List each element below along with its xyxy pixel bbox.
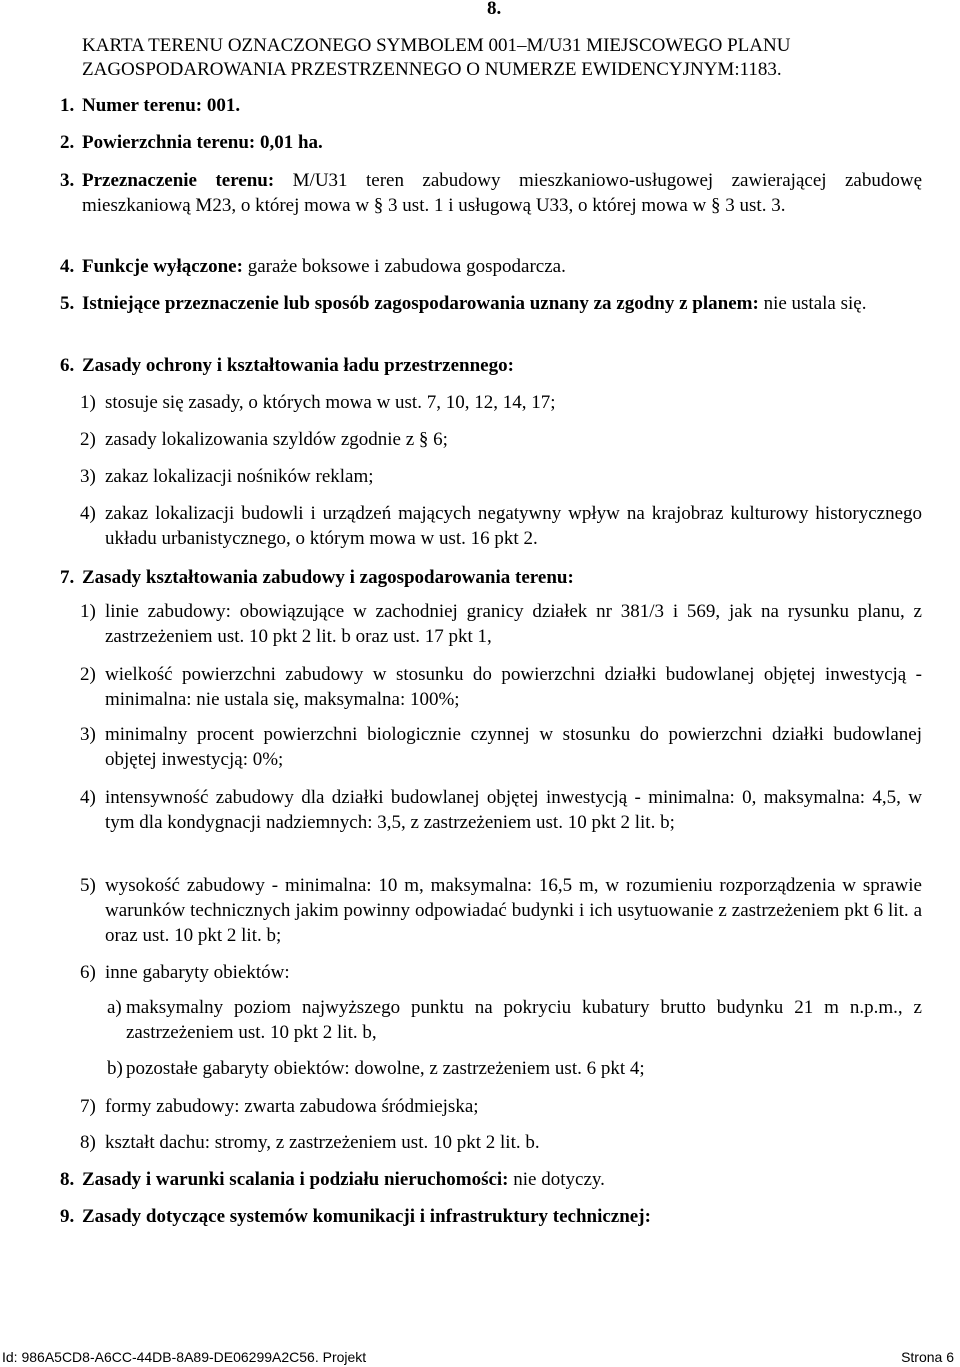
sub-list-item bbox=[107, 1056, 922, 1081]
footer-document-id: Id: 986A5CD8-A6CC-44DB-8A89-DE06299A2C56. Projekt bbox=[2, 1349, 367, 1365]
section-label: Funkcje wyłączone: bbox=[82, 256, 243, 277]
document-title-line1: KARTA TERENU OZNACZONEGO SYMBOLEM 001–M/U31 MIEJSCOWEGO PLANU bbox=[82, 35, 791, 56]
page-marker: 8. bbox=[487, 0, 502, 19]
sub-list-item-text: maksymalny poziom najwyższego punktu na pokryciu kubatury brutto budynku 21 m n.p.m., z zastrzeżeniem ust. 10 pkt 2 lit. b, bbox=[126, 997, 922, 1043]
section-number: 7. bbox=[60, 567, 75, 588]
list-item-text: kształt dachu: stromy, z zastrzeżeniem ust. 10 pkt 2 lit. b. bbox=[105, 1132, 540, 1153]
section-8 bbox=[60, 1167, 922, 1192]
section-number: 6. bbox=[60, 355, 75, 376]
list-item-number: 5) bbox=[80, 875, 96, 896]
sub-list-item-letter: a) bbox=[107, 997, 122, 1018]
section-label: Zasady dotyczące systemów komunikacji i infrastruktury technicznej: bbox=[82, 1206, 651, 1227]
sub-list-item-text: pozostałe gabaryty obiektów: dowolne, z zastrzeżeniem ust. 6 pkt 4; bbox=[126, 1058, 645, 1079]
section-3 bbox=[60, 168, 922, 218]
list-item-text: stosuje się zasady, o których mowa w ust. 7, 10, 12, 14, 17; bbox=[105, 392, 556, 413]
section-text: M/U31 teren zabudowy mieszkaniowo-usługowej zawierającej zabudowę mieszkaniową M23, o której mowa w § 3 ust. 1 i usługową U33, o której mowa w § 3 ust. 3. bbox=[82, 170, 923, 216]
list-item-text: linie zabudowy: obowiązujące w zachodniej granicy działek nr 381/3 i 569, jak na rysunku planu, z zastrzeżeniem ust. 10 pkt 2 lit. b oraz ust. 17 pkt 1, bbox=[105, 601, 922, 647]
list-item-number: 4) bbox=[80, 787, 96, 808]
list-item bbox=[80, 662, 922, 712]
list-item bbox=[80, 1094, 922, 1119]
section-7 bbox=[60, 565, 922, 590]
sub-list-item bbox=[107, 995, 922, 1045]
list-item bbox=[80, 501, 922, 551]
section-label: Numer terenu: 001. bbox=[82, 95, 241, 116]
list-item-number: 3) bbox=[80, 724, 96, 745]
list-item bbox=[80, 785, 922, 835]
list-item-text: zasady lokalizowania szyldów zgodnie z § 6; bbox=[105, 429, 448, 450]
list-item-number: 4) bbox=[80, 503, 96, 524]
list-item-number: 3) bbox=[80, 466, 96, 487]
document-title-line2: ZAGOSPODAROWANIA PRZESTRZENNEGO O NUMERZE EWIDENCYJNYM:1183. bbox=[82, 59, 782, 80]
section-text: nie dotyczy. bbox=[513, 1169, 605, 1190]
section-9 bbox=[60, 1204, 922, 1229]
list-item bbox=[80, 1130, 922, 1155]
list-item-text: formy zabudowy: zwarta zabudowa śródmiejska; bbox=[105, 1096, 479, 1117]
footer-page-number: Strona 6 bbox=[901, 1349, 954, 1365]
section-number: 8. bbox=[60, 1169, 75, 1190]
section-number: 4. bbox=[60, 256, 75, 277]
section-4 bbox=[60, 254, 922, 279]
list-item-text: zakaz lokalizacji budowli i urządzeń mających negatywny wpływ na krajobraz kulturowy historycznego układu urbanistycznego, o którym mowa w ust. 16 pkt 2. bbox=[105, 503, 922, 549]
list-item-number: 6) bbox=[80, 962, 96, 983]
list-item-text: zakaz lokalizacji nośników reklam; bbox=[105, 466, 374, 487]
list-item-number: 1) bbox=[80, 392, 96, 413]
section-number: 9. bbox=[60, 1206, 75, 1227]
section-5 bbox=[60, 291, 922, 316]
list-item-text: wielkość powierzchni zabudowy w stosunku do powierzchni działki budowlanej objętej inwestycją - minimalna: nie ustala się, maksymalna: 100%; bbox=[105, 664, 922, 710]
list-item bbox=[80, 390, 922, 415]
list-item-text: intensywność zabudowy dla działki budowlanej objętej inwestycją - minimalna: 0, maksymalna: 4,5, w tym dla kondygnacji nadziemnych: 3,5, z zastrzeżeniem ust. 10 pkt 2 lit. b; bbox=[105, 787, 922, 833]
list-item-number: 1) bbox=[80, 601, 96, 622]
section-text: garaże boksowe i zabudowa gospodarcza. bbox=[247, 256, 566, 277]
section-1 bbox=[60, 93, 922, 118]
list-item bbox=[80, 599, 922, 649]
section-6 bbox=[60, 353, 922, 378]
list-item-number: 2) bbox=[80, 664, 96, 685]
section-label: Przeznaczenie terenu: bbox=[82, 170, 275, 191]
section-label: Zasady kształtowania zabudowy i zagospodarowania terenu: bbox=[82, 567, 574, 588]
section-number: 3. bbox=[60, 170, 75, 191]
list-item bbox=[80, 722, 922, 772]
section-text: nie ustala się. bbox=[763, 293, 867, 314]
list-item bbox=[80, 873, 922, 948]
section-number: 2. bbox=[60, 132, 75, 153]
list-item bbox=[80, 464, 922, 489]
list-item-text: inne gabaryty obiektów: bbox=[105, 962, 290, 983]
section-2 bbox=[60, 130, 922, 155]
section-label: Powierzchnia terenu: 0,01 ha. bbox=[82, 132, 323, 153]
list-item-text: minimalny procent powierzchni biologicznie czynnej w stosunku do powierzchni działki budowlanej objętej inwestycją: 0%; bbox=[105, 724, 922, 770]
list-item-text: wysokość zabudowy - minimalna: 10 m, maksymalna: 16,5 m, w rozumieniu rozporządzenia w sprawie warunków technicznych jakim powinny odpowiadać budynki i ich usytuowanie z zastrzeżeniem pkt 6 lit. a oraz ust. 10 pkt 2 lit. b; bbox=[105, 875, 922, 946]
list-item-number: 7) bbox=[80, 1096, 96, 1117]
section-number: 1. bbox=[60, 95, 75, 116]
list-item-number: 8) bbox=[80, 1132, 96, 1153]
list-item-number: 2) bbox=[80, 429, 96, 450]
section-label: Zasady i warunki scalania i podziału nieruchomości: bbox=[82, 1169, 509, 1190]
section-label: Istniejące przeznaczenie lub sposób zagospodarowania uznany za zgodny z planem: bbox=[82, 293, 759, 314]
list-item bbox=[80, 960, 922, 985]
sub-list-item-letter: b) bbox=[107, 1058, 123, 1079]
section-label: Zasady ochrony i kształtowania ładu przestrzennego: bbox=[82, 355, 514, 376]
list-item bbox=[80, 427, 922, 452]
section-number: 5. bbox=[60, 293, 75, 314]
